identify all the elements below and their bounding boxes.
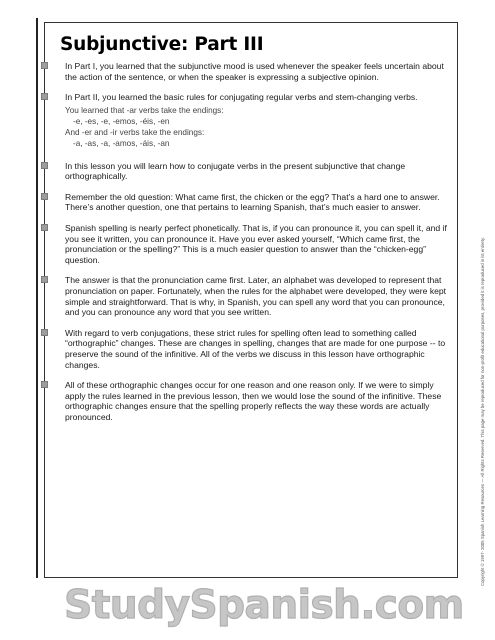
paragraph-text: In Part I, you learned that the subjunctive mood is used whenever the speaker feels uncertain about the action of the sentence, or when the speaker is expressing a subjective opinion. [65, 61, 444, 82]
paragraph-part-one [65, 61, 453, 82]
paragraph-orthographic [65, 328, 453, 370]
er-ir-endings: -a, -as, -a, -amos, -áis, -an [73, 139, 170, 149]
bullet-icon [41, 329, 48, 336]
paragraph-this-lesson [65, 161, 453, 182]
paragraph-text: Spanish spelling is nearly perfect phonetically. That is, if you can pronounce it, you can spell it, and if you see it written, you can pronounce it. Have you ever asked yourself, “Which came first, the pronunciation or the spelling?” This is a much easier question to answer than the “chicken-egg” question. [65, 222, 447, 265]
bullet-icon [41, 224, 48, 231]
paragraph-text: In Part II, you learned the basic rules for conjugating regular verbs and stem-changing verbs. [65, 92, 418, 103]
bullet-icon [41, 193, 48, 200]
bullet-icon [41, 276, 48, 283]
lesson-content [65, 61, 453, 422]
er-ir-endings-intro: And -er and -ir verbs take the endings: [65, 128, 205, 138]
paragraph-text: The answer is that the pronunciation came first. Later, an alphabet was developed to represent that pronunciation on paper. Fortunately, when the rules for the alphabet were developed, they were kept simple and straightforward. That is why, in Spanish, you can spell any word that you can pronounce, and you can pronounce any word that you see written. [65, 275, 447, 318]
bullet-icon [41, 62, 48, 69]
paragraph-text: All of these orthographic changes occur for one reason and one reason only. If we were to simply apply the rules learned in the previous lesson, then we would lose the sound of the infinitive. These orthographic changes ensure that the spelling properly reflects the way these words are actually pronounced. [65, 380, 442, 422]
bullet-icon [41, 162, 48, 169]
left-margin-rule [36, 18, 38, 578]
copyright-notice [475, 188, 485, 586]
site-watermark: StudySpanish.com [64, 583, 464, 628]
paragraph-chicken-egg [65, 192, 453, 213]
page-title: Subjunctive: Part III [60, 34, 264, 55]
paragraph-text: With regard to verb conjugations, these strict rules for spelling often lead to something called “orthographic” changes. These are changes in spelling, changes that are made for one purpose -- to preserve the sound of the infinitive. All of the verbs we discuss in this lesson have orthographic changes. [65, 327, 446, 370]
bullet-icon [41, 93, 48, 100]
paragraph-text: In this lesson you will learn how to conjugate verbs in the present subjunctive that change orthographically. [65, 160, 406, 182]
paragraph-answer [65, 275, 453, 317]
ar-endings: -e, -es, -e, -emos, -éis, -en [73, 116, 170, 126]
copyright-text: Copyright © 1997- 2005 Spanish Learning Resources — All Rights Reserved. This page may be reproduced for non-profit educational purposes, provided it is reproduced in its entirety. [480, 237, 485, 586]
paragraph-reason [65, 380, 453, 422]
endings-block [65, 106, 453, 150]
bullet-icon [41, 381, 48, 388]
ar-endings-intro: You learned that -ar verbs take the endings: [65, 105, 224, 115]
paragraph-part-two [65, 92, 453, 149]
paragraph-text: Remember the old question: What came first, the chicken or the egg? That’s a hard one to answer. There’s another question, one that pertains to learning Spanish, that’s much easier to answer. [65, 191, 440, 213]
paragraph-spelling [65, 223, 453, 265]
